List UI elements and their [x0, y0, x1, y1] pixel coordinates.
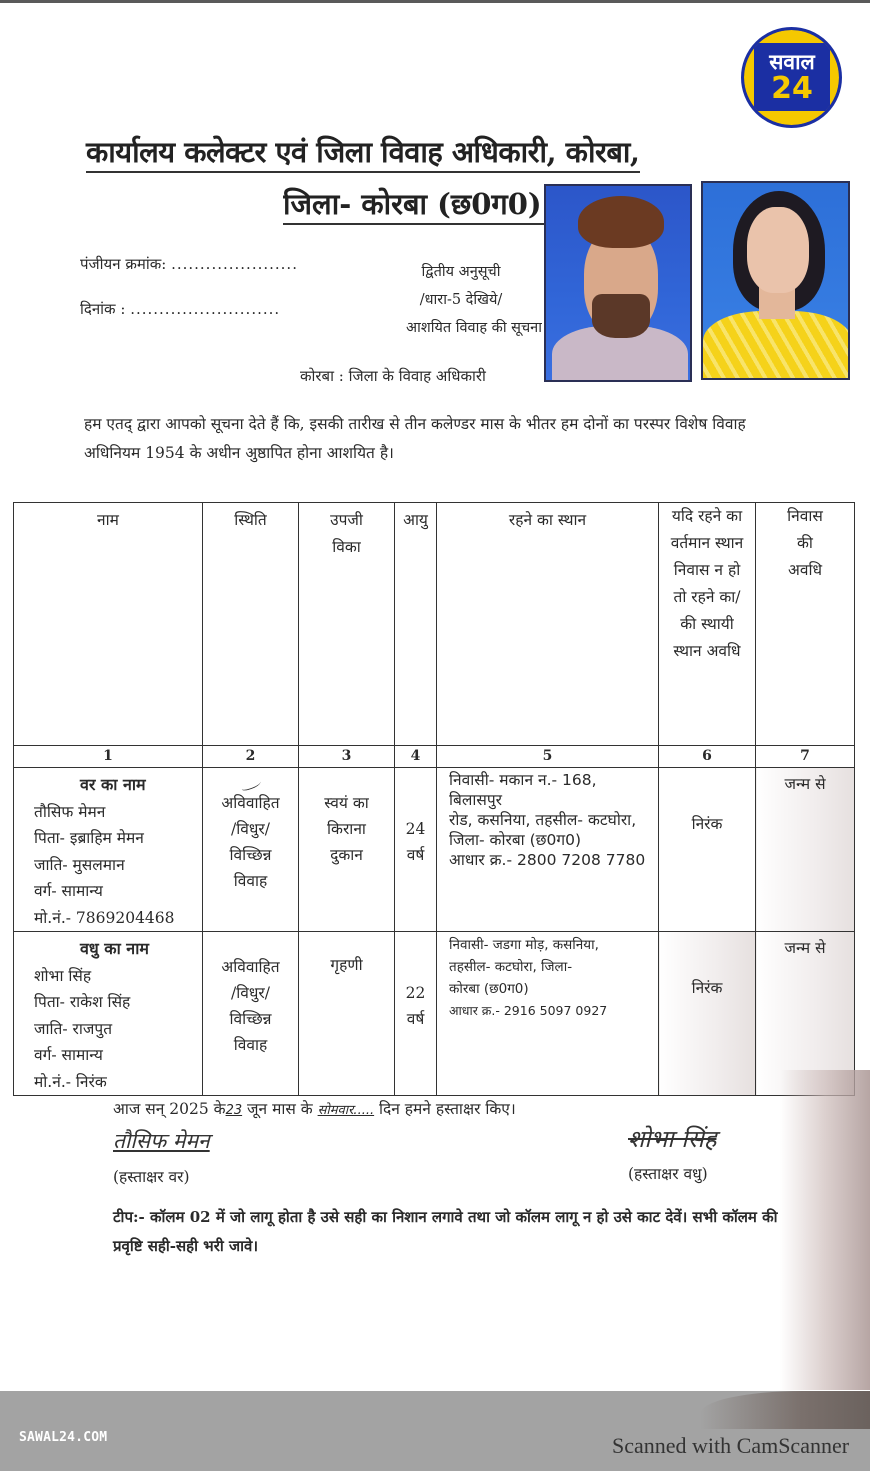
- bride-age: 22: [405, 984, 426, 1002]
- col-num-1: 1: [14, 746, 203, 768]
- header-name: नाम: [14, 503, 203, 746]
- bride-status-line: विवाह: [233, 1036, 268, 1054]
- groom-occupation-line: किराना: [327, 820, 366, 838]
- header-occupation: उपजी विका: [299, 503, 395, 746]
- bride-address-cell: [437, 932, 659, 1096]
- bride-residence-duration: जन्म से: [756, 932, 855, 1096]
- logo-text-24: 24: [771, 71, 813, 106]
- bride-age-cell: [395, 932, 437, 1096]
- instruction-note: टीप:- कॉलम 02 में जो लागू होता है उसे सही का निशान लगावे तथा जो कॉलम लागू न हो उसे काट देवें। सभी कॉलम की प्रवृष्टि सही-सही भरी जावे।: [113, 1208, 778, 1255]
- groom-caste: जाति- मुसलमान: [34, 855, 125, 874]
- marriage-notice-table: [13, 502, 855, 1096]
- schedule-line-2: /धारा-5 देखिये/: [419, 292, 503, 308]
- scanner-watermark: Scanned with CamScanner: [612, 1433, 850, 1458]
- registration-value: ......................: [171, 255, 298, 273]
- registration-label: पंजीयन क्रमांक:: [80, 255, 167, 273]
- groom-status-line: /विधुर/: [231, 820, 270, 838]
- header-residence-duration: निवास की अवधि: [756, 503, 855, 746]
- header-residence: रहने का स्थान: [437, 503, 659, 746]
- bride-status-line: /विधुर/: [231, 984, 270, 1002]
- groom-beard: [592, 294, 650, 338]
- date-field: [80, 299, 280, 319]
- signing-date-line: [113, 1097, 516, 1119]
- groom-address-line: निवासी- मकान न.- 168, बिलासपुर: [449, 771, 597, 809]
- table-row-groom: [14, 768, 855, 932]
- bride-age-unit: वर्ष: [406, 1010, 425, 1028]
- header-age: आयु: [395, 503, 437, 746]
- groom-signature-label: (हस्ताक्षर वर): [113, 1168, 190, 1186]
- groom-role: वर का नाम: [80, 775, 146, 794]
- bride-occupation-cell: [299, 932, 395, 1096]
- groom-age-unit: वर्ष: [406, 846, 425, 864]
- groom-address-cell: [437, 768, 659, 932]
- groom-occupation-cell: [299, 768, 395, 932]
- signing-suffix: दिन हमने हस्ताक्षर किए।: [374, 1100, 516, 1118]
- col-num-2: 2: [203, 746, 299, 768]
- office-title: कार्यालय कलेक्टर एवं जिला विवाह अधिकारी, कोरबा,: [86, 132, 640, 173]
- groom-category: वर्ग- सामान्य: [34, 882, 103, 900]
- groom-name: तौसिफ मेमन: [34, 802, 106, 821]
- district-title: जिला- कोरबा (छ0ग0): [283, 184, 545, 225]
- groom-residence-duration: जन्म से: [756, 768, 855, 932]
- groom-status-line: विवाह: [233, 872, 268, 890]
- bride-signature: शोभा सिंह: [628, 1125, 717, 1153]
- bride-permanent-residence: निरंक: [659, 932, 756, 1096]
- groom-address-line: रोड, कसनिया, तहसील- कटघोरा,: [449, 811, 637, 829]
- groom-aadhaar: आधार क्र.- 2800 7208 7780: [449, 851, 646, 869]
- bride-occupation: गृहणी: [330, 956, 363, 974]
- signing-month: जून मास के: [242, 1100, 318, 1118]
- groom-age-cell: [395, 768, 437, 932]
- col-num-3: 3: [299, 746, 395, 768]
- header-status: स्थिति: [203, 503, 299, 746]
- bride-address-line: निवासी- जडगा मोड़, कसनिया,: [449, 937, 599, 953]
- bride-caste: जाति- राजपुत: [34, 1019, 113, 1038]
- registration-number: [80, 254, 298, 274]
- bride-name-cell: [14, 932, 203, 1096]
- groom-occupation-line: स्वयं का: [324, 794, 369, 812]
- bride-category: वर्ग- सामान्य: [34, 1046, 103, 1064]
- groom-address-line: जिला- कोरबा (छ0ग0): [449, 831, 582, 849]
- col-num-6: 6: [659, 746, 756, 768]
- groom-status-line: विच्छिन्न: [229, 846, 272, 864]
- bride-aadhaar: आधार क्र.- 2916 5097 0927: [449, 1003, 608, 1018]
- schedule-reference: [380, 258, 542, 342]
- intro-paragraph: हम एतद् द्वारा आपको सूचना देते हैं कि, इसकी तारीख से तीन कलेण्डर मास के भीतर हम दोनों का परस्पर विशेष विवाह अधिनियम 1954 के अधीन अुष्ठापित होना आशयित है।: [84, 415, 746, 462]
- footer-bar: [0, 1391, 870, 1471]
- sawal24-logo: [741, 27, 842, 128]
- schedule-line-1: द्वितीय अनुसूची: [421, 264, 501, 280]
- signing-day-handwritten: 23: [225, 1103, 243, 1118]
- bride-dress: [703, 311, 850, 380]
- bride-status-cell: [203, 932, 299, 1096]
- bride-name: शोभा सिंह: [34, 966, 92, 985]
- addressee-line: कोरबा : जिला के विवाह अधिकारी: [300, 367, 486, 385]
- bride-father: पिता- राकेश सिंह: [34, 993, 131, 1011]
- groom-photo: [544, 184, 692, 382]
- column-number-row: [14, 746, 855, 768]
- bride-address-line: कोरबा (छ0ग0): [449, 981, 529, 997]
- groom-hair: [578, 196, 664, 248]
- groom-mobile: मो.नं.- 7869204468: [34, 908, 175, 927]
- col-num-5: 5: [437, 746, 659, 768]
- bride-photo: [701, 181, 850, 380]
- groom-status-cell: [203, 768, 299, 932]
- groom-age: 24: [405, 820, 426, 838]
- groom-permanent-residence: निरंक: [659, 768, 756, 932]
- header-permanent-residence: यदि रहने का वर्तमान स्थान निवास न हो तो रहने का/की स्थायी स्थान अवधि: [659, 503, 756, 746]
- date-label: दिनांक :: [80, 300, 126, 318]
- table-row-bride: [14, 932, 855, 1096]
- bride-status-line: विच्छिन्न: [229, 1010, 272, 1028]
- signing-prefix: आज सन् 2025 के: [113, 1100, 226, 1118]
- groom-signature: तौसिफ मेमन: [113, 1129, 210, 1153]
- bride-signature-label: (हस्ताक्षर वधु): [628, 1165, 708, 1183]
- groom-name-cell: [14, 768, 203, 932]
- watermark-text: SAWAL24.COM: [19, 1430, 108, 1445]
- bride-address-line: तहसील- कटघोरा, जिला-: [449, 959, 573, 975]
- col-num-7: 7: [756, 746, 855, 768]
- date-value: ..........................: [130, 300, 281, 318]
- bride-face: [747, 207, 809, 293]
- bride-role: वधु का नाम: [80, 939, 149, 958]
- logo-text-sawal: सवाल: [769, 50, 815, 74]
- schedule-line-3: आशयित विवाह की सूचना: [406, 320, 542, 336]
- finger-shadow: [700, 1391, 870, 1429]
- groom-status-tick: अविवाहित: [221, 790, 279, 816]
- table-header-row: [14, 503, 855, 746]
- scan-shadow: [780, 1070, 870, 1390]
- top-border: [0, 0, 870, 3]
- groom-occupation-line: दुकान: [330, 846, 363, 864]
- bride-mobile: मो.नं.- निरंक: [34, 1072, 107, 1091]
- groom-father: पिता- इब्राहिम मेमन: [34, 829, 144, 847]
- bride-status-line: अविवाहित: [221, 958, 280, 976]
- col-num-4: 4: [395, 746, 437, 768]
- signing-weekday-handwritten: सोमवार.....: [317, 1103, 375, 1118]
- logo-panel: [754, 43, 830, 111]
